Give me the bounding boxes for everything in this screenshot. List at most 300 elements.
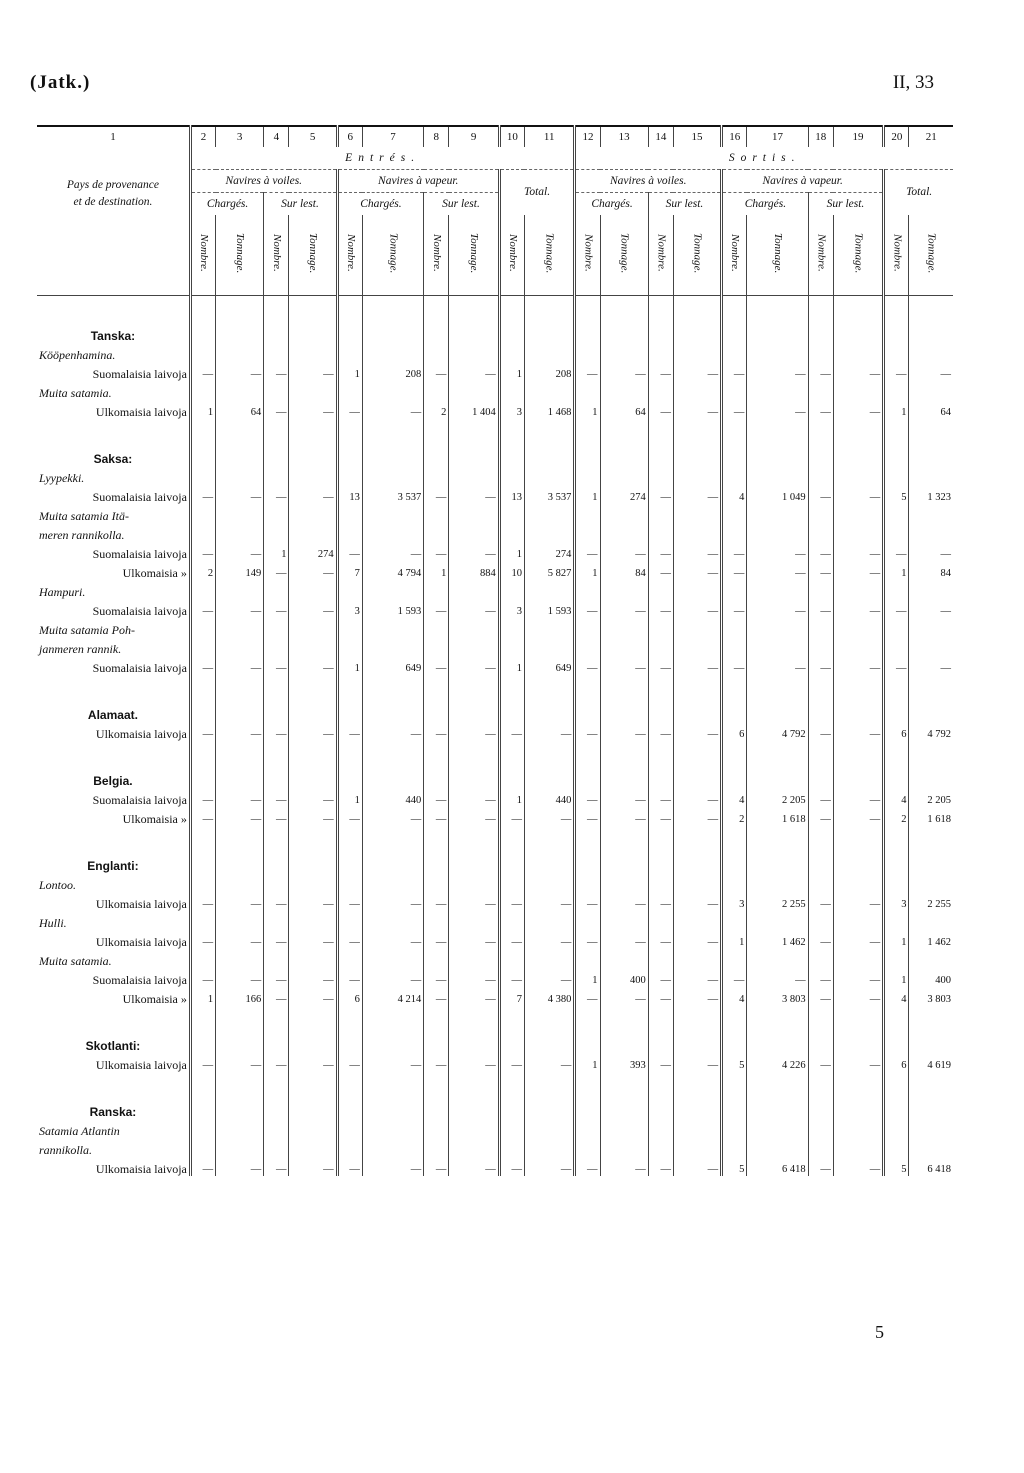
table-cell: — <box>808 930 833 949</box>
table-cell <box>264 1138 289 1157</box>
table-cell <box>648 1072 673 1100</box>
table-cell <box>833 769 883 788</box>
row-label <box>37 826 190 854</box>
row-label: Muita satamia Itä- <box>37 504 190 523</box>
table-cell <box>808 1072 833 1100</box>
table-cell <box>424 911 449 930</box>
table-cell <box>575 675 600 703</box>
table-cell <box>216 523 264 542</box>
nombre-label: Nombre. <box>270 234 283 272</box>
table-cell: 1 <box>884 930 909 949</box>
table-cell: — <box>216 788 264 807</box>
table-cell: — <box>424 930 449 949</box>
table-cell <box>524 580 574 599</box>
table-cell <box>216 618 264 637</box>
table-cell: — <box>424 656 449 675</box>
row-label: Ulkomaisia laivoja <box>37 400 190 419</box>
table-cell <box>289 854 337 873</box>
table-cell <box>499 1119 524 1138</box>
sortis-vapeur-header: Navires à vapeur. <box>722 170 884 193</box>
table-cell <box>747 637 808 656</box>
table-cell <box>575 854 600 873</box>
table-cell: — <box>264 1053 289 1072</box>
table-cell <box>190 466 215 485</box>
table-cell <box>524 466 574 485</box>
table-cell: 1 593 <box>524 599 574 618</box>
sortis-vapeur-charges: Chargés. <box>722 193 809 216</box>
table-cell <box>909 1006 953 1034</box>
table-cell <box>884 949 909 968</box>
table-cell <box>424 523 449 542</box>
table-cell <box>449 523 499 542</box>
table-cell: — <box>190 788 215 807</box>
table-cell <box>600 1034 648 1053</box>
table-cell <box>499 343 524 362</box>
table-cell <box>499 466 524 485</box>
table-cell: 3 <box>722 892 747 911</box>
table-cell <box>499 873 524 892</box>
table-cell <box>190 523 215 542</box>
table-cell <box>499 618 524 637</box>
spacer-row <box>37 826 953 854</box>
table-cell: — <box>449 656 499 675</box>
table-cell: — <box>289 987 337 1006</box>
table-cell <box>909 769 953 788</box>
table-cell: 64 <box>600 400 648 419</box>
table-cell <box>833 949 883 968</box>
entres-voiles-header: Navires à voiles. <box>190 170 337 193</box>
table-cell <box>337 854 362 873</box>
table-cell <box>648 343 673 362</box>
table-cell: — <box>362 1053 423 1072</box>
table-cell <box>264 419 289 447</box>
table-cell: — <box>884 542 909 561</box>
table-cell: — <box>833 1157 883 1176</box>
table-cell <box>722 466 747 485</box>
table-cell <box>833 675 883 703</box>
table-cell: — <box>673 362 721 381</box>
table-row <box>37 930 953 949</box>
table-cell <box>884 675 909 703</box>
table-cell: — <box>337 892 362 911</box>
column-number-9: 9 <box>449 126 499 147</box>
row-label: Ulkomaisia » <box>37 987 190 1006</box>
table-cell <box>884 854 909 873</box>
table-cell: 7 <box>499 987 524 1006</box>
table-cell: — <box>424 722 449 741</box>
table-cell: — <box>216 542 264 561</box>
table-cell: — <box>600 542 648 561</box>
table-cell <box>884 826 909 854</box>
table-cell <box>337 419 362 447</box>
spacer-row <box>37 1072 953 1100</box>
table-cell <box>449 826 499 854</box>
table-cell: — <box>424 1157 449 1176</box>
table-cell <box>673 466 721 485</box>
table-cell: — <box>264 930 289 949</box>
table-cell: — <box>648 542 673 561</box>
table-cell: 393 <box>600 1053 648 1072</box>
nombre-label: Nombre. <box>729 234 742 272</box>
table-cell <box>648 854 673 873</box>
table-cell <box>808 466 833 485</box>
table-cell <box>289 675 337 703</box>
table-cell <box>747 296 808 325</box>
table-cell: — <box>337 542 362 561</box>
table-cell: — <box>424 485 449 504</box>
table-cell <box>673 447 721 466</box>
table-cell: — <box>499 722 524 741</box>
table-cell <box>337 618 362 637</box>
table-cell <box>722 504 747 523</box>
column-number-13: 13 <box>600 126 648 147</box>
table-cell <box>833 703 883 722</box>
table-cell <box>190 580 215 599</box>
table-cell <box>722 675 747 703</box>
port-row <box>37 504 953 523</box>
table-cell: 1 <box>499 542 524 561</box>
table-cell <box>673 504 721 523</box>
row-label: Englanti: <box>37 854 190 873</box>
table-cell <box>884 324 909 343</box>
table-cell <box>833 419 883 447</box>
table-cell: — <box>524 722 574 741</box>
shipping-statistics-table <box>37 125 953 1176</box>
table-cell: 1 <box>499 362 524 381</box>
table-cell <box>808 769 833 788</box>
table-cell: — <box>673 930 721 949</box>
table-row <box>37 561 953 580</box>
table-cell <box>424 381 449 400</box>
row-label: Muita satamia. <box>37 381 190 400</box>
table-cell <box>722 826 747 854</box>
tonnage-header-col-15 <box>673 215 721 296</box>
tonnage-header-col-7 <box>362 215 423 296</box>
table-cell <box>673 769 721 788</box>
table-cell: 5 <box>722 1157 747 1176</box>
table-cell <box>833 618 883 637</box>
tonnage-header-col-9 <box>449 215 499 296</box>
tonnage-header-col-17 <box>747 215 808 296</box>
table-cell: 3 <box>884 892 909 911</box>
table-cell <box>524 1138 574 1157</box>
table-cell <box>424 949 449 968</box>
nombre-label: Nombre. <box>506 234 519 272</box>
table-cell <box>289 1034 337 1053</box>
table-cell <box>909 504 953 523</box>
table-cell <box>747 1100 808 1119</box>
table-cell <box>600 343 648 362</box>
table-cell <box>289 1100 337 1119</box>
table-cell <box>216 1072 264 1100</box>
table-cell: 3 803 <box>909 987 953 1006</box>
table-cell <box>362 1138 423 1157</box>
table-cell <box>747 741 808 769</box>
table-cell: 5 <box>722 1053 747 1072</box>
tonnage-header-col-21 <box>909 215 953 296</box>
table-cell: 2 <box>190 561 215 580</box>
table-cell <box>499 419 524 447</box>
table-cell <box>648 949 673 968</box>
row-label: Suomalaisia laivoja <box>37 599 190 618</box>
table-cell <box>449 1100 499 1119</box>
table-cell: 440 <box>362 788 423 807</box>
table-cell <box>648 873 673 892</box>
table-cell <box>524 419 574 447</box>
table-cell <box>747 381 808 400</box>
table-cell: — <box>808 1157 833 1176</box>
table-cell: — <box>648 1157 673 1176</box>
table-cell: 1 049 <box>747 485 808 504</box>
table-cell <box>722 741 747 769</box>
port-row <box>37 618 953 637</box>
nombre-header-col-2 <box>190 215 215 296</box>
table-cell <box>524 296 574 325</box>
table-cell: — <box>722 542 747 561</box>
table-cell <box>337 949 362 968</box>
table-cell: — <box>575 892 600 911</box>
table-cell <box>884 419 909 447</box>
table-cell: 6 418 <box>909 1157 953 1176</box>
table-row <box>37 542 953 561</box>
table-cell: — <box>600 987 648 1006</box>
table-cell: — <box>337 1157 362 1176</box>
table-cell <box>722 419 747 447</box>
table-cell <box>289 523 337 542</box>
table-cell <box>362 675 423 703</box>
table-cell <box>337 343 362 362</box>
table-cell <box>337 381 362 400</box>
tonnage-label: Tonnage. <box>468 232 481 274</box>
table-cell: — <box>808 561 833 580</box>
table-cell <box>190 1006 215 1034</box>
row-label: Hampuri. <box>37 580 190 599</box>
table-cell <box>747 618 808 637</box>
table-cell <box>337 1100 362 1119</box>
table-cell <box>909 873 953 892</box>
table-cell <box>833 1072 883 1100</box>
table-cell <box>362 523 423 542</box>
table-cell: — <box>833 561 883 580</box>
table-cell <box>722 580 747 599</box>
table-cell <box>884 741 909 769</box>
table-cell: — <box>264 1157 289 1176</box>
table-cell: — <box>673 892 721 911</box>
table-cell: — <box>673 561 721 580</box>
table-cell <box>424 580 449 599</box>
port-row <box>37 343 953 362</box>
table-cell <box>575 504 600 523</box>
column-number-18: 18 <box>808 126 833 147</box>
table-cell: — <box>722 656 747 675</box>
table-cell <box>337 1034 362 1053</box>
table-cell <box>722 1006 747 1034</box>
row-label: Ulkomaisia laivoja <box>37 1157 190 1176</box>
table-cell <box>337 447 362 466</box>
table-cell: 84 <box>909 561 953 580</box>
table-cell: 4 380 <box>524 987 574 1006</box>
table-cell <box>722 381 747 400</box>
table-cell <box>289 637 337 656</box>
table-cell <box>524 523 574 542</box>
country-row <box>37 447 953 466</box>
table-cell: — <box>833 722 883 741</box>
table-cell: — <box>833 542 883 561</box>
sortis-voiles-surlest: Sur lest. <box>648 193 721 216</box>
table-cell <box>833 911 883 930</box>
tonnage-label: Tonnage. <box>543 232 556 274</box>
vertical-header-spacer <box>37 215 190 296</box>
table-cell <box>424 419 449 447</box>
spacer-row <box>37 296 953 325</box>
table-cell <box>216 580 264 599</box>
port-row <box>37 381 953 400</box>
country-row <box>37 1034 953 1053</box>
table-cell <box>909 949 953 968</box>
table-cell <box>190 381 215 400</box>
table-cell <box>747 675 808 703</box>
column-number-1: 1 <box>37 126 190 147</box>
table-cell: — <box>190 722 215 741</box>
table-cell: — <box>499 968 524 987</box>
table-cell: — <box>909 656 953 675</box>
table-cell <box>884 911 909 930</box>
table-cell: — <box>673 485 721 504</box>
nombre-label: Nombre. <box>344 234 357 272</box>
table-cell: — <box>884 599 909 618</box>
table-cell <box>264 618 289 637</box>
port-row <box>37 466 953 485</box>
table-cell: — <box>264 722 289 741</box>
table-cell: — <box>264 400 289 419</box>
table-cell: — <box>648 968 673 987</box>
table-cell <box>289 1138 337 1157</box>
table-cell <box>808 1119 833 1138</box>
table-cell: — <box>190 807 215 826</box>
table-cell <box>499 637 524 656</box>
table-cell <box>808 703 833 722</box>
table-cell <box>264 1119 289 1138</box>
table-cell <box>424 741 449 769</box>
table-cell <box>600 1138 648 1157</box>
table-cell <box>216 911 264 930</box>
table-cell <box>264 911 289 930</box>
table-cell <box>216 1034 264 1053</box>
table-cell: — <box>190 892 215 911</box>
table-cell <box>449 324 499 343</box>
table-cell <box>600 911 648 930</box>
port-row <box>37 873 953 892</box>
table-cell: — <box>362 1157 423 1176</box>
table-cell <box>600 1119 648 1138</box>
table-cell <box>909 741 953 769</box>
table-cell <box>673 381 721 400</box>
table-cell: 4 792 <box>909 722 953 741</box>
table-cell <box>424 343 449 362</box>
table-cell <box>424 637 449 656</box>
table-cell: — <box>808 656 833 675</box>
table-cell <box>673 826 721 854</box>
table-cell: — <box>747 599 808 618</box>
country-row <box>37 769 953 788</box>
table-cell <box>264 741 289 769</box>
table-cell: — <box>289 1157 337 1176</box>
row-label: meren rannikolla. <box>37 523 190 542</box>
table-cell: — <box>289 1053 337 1072</box>
table-cell: — <box>575 362 600 381</box>
table-cell <box>264 296 289 325</box>
table-cell <box>600 826 648 854</box>
table-cell <box>575 1034 600 1053</box>
table-cell <box>424 873 449 892</box>
table-cell <box>499 1138 524 1157</box>
table-cell: — <box>747 968 808 987</box>
spacer-row <box>37 675 953 703</box>
table-cell <box>575 949 600 968</box>
table-cell <box>362 580 423 599</box>
table-cell: 5 <box>884 485 909 504</box>
table-cell: — <box>449 1053 499 1072</box>
table-cell <box>600 675 648 703</box>
port-row <box>37 949 953 968</box>
table-cell: — <box>216 599 264 618</box>
table-cell: 649 <box>362 656 423 675</box>
table-cell <box>673 419 721 447</box>
table-row <box>37 362 953 381</box>
table-cell <box>362 873 423 892</box>
table-cell: — <box>337 400 362 419</box>
table-cell <box>600 618 648 637</box>
table-cell <box>337 1119 362 1138</box>
table-cell <box>909 324 953 343</box>
table-cell: — <box>289 892 337 911</box>
table-cell: — <box>190 1053 215 1072</box>
table-cell: — <box>600 807 648 826</box>
table-cell <box>337 1006 362 1034</box>
table-cell: — <box>600 599 648 618</box>
table-cell: — <box>747 561 808 580</box>
table-cell: — <box>722 599 747 618</box>
table-cell: 1 618 <box>747 807 808 826</box>
table-cell <box>216 381 264 400</box>
table-cell <box>524 769 574 788</box>
table-cell: — <box>424 968 449 987</box>
table-cell <box>648 447 673 466</box>
table-cell <box>575 1119 600 1138</box>
table-cell <box>600 381 648 400</box>
table-cell <box>648 504 673 523</box>
table-cell: — <box>216 892 264 911</box>
table-cell <box>673 324 721 343</box>
table-cell <box>722 447 747 466</box>
table-cell <box>264 343 289 362</box>
table-cell: — <box>216 362 264 381</box>
table-cell <box>722 1138 747 1157</box>
table-cell <box>722 873 747 892</box>
table-cell <box>499 1072 524 1100</box>
country-row <box>37 854 953 873</box>
entres-header: Entrés. <box>190 147 574 170</box>
table-cell <box>524 618 574 637</box>
table-cell: — <box>264 788 289 807</box>
table-cell: — <box>600 1157 648 1176</box>
row-label: Belgia. <box>37 769 190 788</box>
table-cell <box>190 343 215 362</box>
table-cell <box>833 504 883 523</box>
table-cell <box>499 324 524 343</box>
table-cell <box>424 1100 449 1119</box>
table-cell: — <box>648 722 673 741</box>
